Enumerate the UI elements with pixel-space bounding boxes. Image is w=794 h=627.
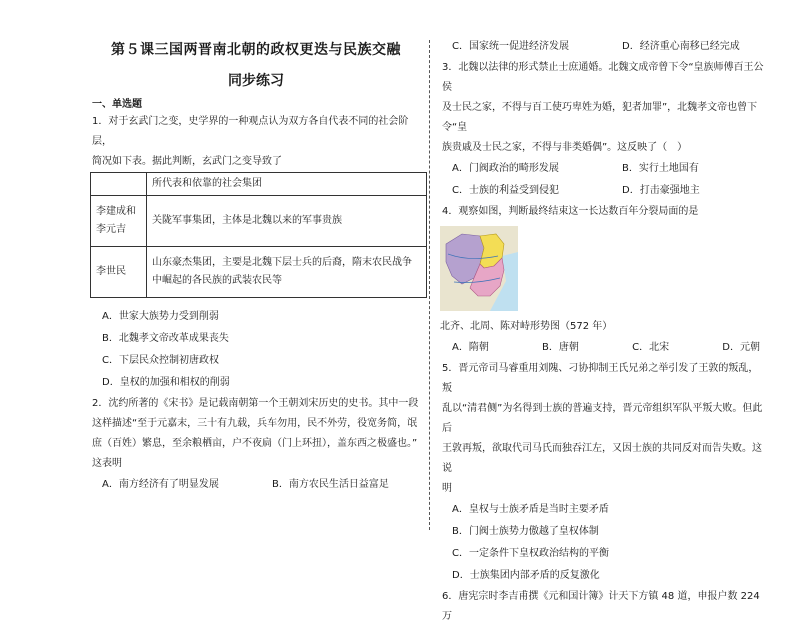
- q5-option-b[interactable]: B．门阀士族势力傲越了皇权体制: [452, 526, 599, 537]
- q5-option-a[interactable]: A．皇权与士族矛盾是当时主要矛盾: [452, 504, 609, 515]
- table-cell: [91, 173, 147, 196]
- q3-option-d[interactable]: D．打击豪强地主: [622, 185, 700, 196]
- q1-option-b[interactable]: B．北魏孝文帝改革成果丧失: [102, 333, 229, 344]
- q1-table: [90, 172, 427, 298]
- q2-option-a[interactable]: A．南方经济有了明显发展: [102, 479, 219, 490]
- q3-stem-line: 及士民之家，不得与百工使巧卑姓为婚，犯者加罪”，北魏孝文帝也曾下令“皇: [442, 102, 758, 133]
- q2-option-c[interactable]: C．国家统一促进经济发展: [452, 41, 569, 52]
- q1-stem-line: 1．对于玄武门之变，史学界的一种观点认为双方各自代表不同的社会阶层，: [92, 116, 409, 147]
- q5-stem-line: 乱以“清君侧”为名得到士族的普遍支持，晋元帝组织军队平叛大败。但此后: [442, 403, 763, 434]
- q5-stem-line: 5．晋元帝司马睿重用刘隗、刁协抑制王氏兄弟之举引发了王敦的叛乱，叛: [442, 363, 759, 394]
- q2-option-b[interactable]: B．南方农民生活日益富足: [272, 479, 389, 490]
- q2-stem-line: 庶（百姓）繁息，至余粮栖亩，户不夜扃（门上环扭），盖东西之极盛也。”: [92, 438, 418, 449]
- left-column: [86, 38, 426, 496]
- q3-stem-line: 族贵戚及士民之家，不得与非类婚偶”。这反映了（ ）: [442, 142, 688, 153]
- q3-stem-line: 3．北魏以法律的形式禁止士庶通婚。北魏文成帝曾下令“皇族师傅百王公侯: [442, 62, 764, 93]
- q4-historical-map: [440, 226, 518, 311]
- q3-option-b[interactable]: B．实行土地国有: [622, 163, 699, 174]
- q4-option-b[interactable]: B．唐朝: [542, 342, 579, 353]
- question-2: [86, 394, 426, 496]
- q5-stem-line: 王敦再叛，欲取代司马氏而独吞江左，又因士族的共同反对而告失败。这说: [442, 443, 762, 474]
- question-4: [436, 202, 766, 359]
- q2-options-row: [102, 474, 426, 496]
- q2-stem-line: 2．沈约所著的《宋书》是记载南朝第一个王朝刘宋历史的史书。其中一段: [92, 398, 419, 409]
- table-header-cell: 所代表和依靠的社会集团: [147, 173, 427, 196]
- q2-options-row-2: [452, 36, 766, 58]
- question-3: [436, 58, 766, 202]
- table-row: [91, 196, 427, 247]
- q3-options-row: [452, 180, 766, 202]
- right-column: [436, 38, 766, 627]
- q4-option-d[interactable]: D．元朝: [722, 342, 760, 353]
- q2-stem-line: 这表明: [92, 458, 122, 469]
- table-cell: 山东豪杰集团，主要是北魏下层士兵的后裔，隋末农民战争中崛起的各民族的武装农民等: [147, 247, 427, 298]
- table-cell: 李建成和李元吉: [91, 196, 147, 247]
- question-1: [86, 112, 426, 394]
- page-subtitle: 同步练习: [228, 73, 284, 89]
- page-title: 第５课三国两晋南北朝的政权更迭与民族交融: [111, 42, 401, 58]
- q5-stem-line: 明: [442, 483, 452, 494]
- q4-options-row: [442, 337, 766, 359]
- q1-option-d[interactable]: D．皇权的加强和相权的削弱: [102, 377, 230, 388]
- table-cell: 关陇军事集团，主体是北魏以来的军事贵族: [147, 196, 427, 247]
- q3-options-row: [452, 158, 766, 180]
- table-row: [91, 247, 427, 298]
- q1-option-c[interactable]: C．下层民众控制初唐政权: [102, 355, 219, 366]
- q6-stem: 6．唐宪宗时李吉甫撰《元和国计簿》计天下方镇 48 道，申报户数 224 万: [442, 591, 760, 622]
- q3-option-a[interactable]: A．门阀政治的畸形发展: [452, 163, 559, 174]
- q5-option-d[interactable]: D．士族集团内部矛盾的反复激化: [452, 570, 600, 581]
- q3-option-c[interactable]: C．士族的利益受到侵犯: [452, 185, 559, 196]
- q4-option-a[interactable]: A．隋朝: [452, 342, 489, 353]
- table-row: [91, 173, 427, 196]
- q2-option-d[interactable]: D．经济重心南移已经完成: [622, 41, 740, 52]
- q2-stem-line: 这样描述“至于元嘉末，三十有九载，兵车勿用，民不外劳，役宽务简，氓: [92, 418, 418, 429]
- question-5: [436, 359, 766, 587]
- question-6: [436, 587, 766, 627]
- column-divider: [429, 40, 430, 530]
- table-cell: 李世民: [91, 247, 147, 298]
- q1-option-a[interactable]: A．世家大族势力受到削弱: [102, 311, 219, 322]
- section-heading: 一、单选题: [92, 99, 142, 110]
- q5-option-c[interactable]: C．一定条件下皇权政治结构的平衡: [452, 548, 609, 559]
- q4-map-caption: 北齐、北周、陈对峙形势图（572 年）: [440, 321, 613, 332]
- q4-stem: 4．观察如图，判断最终结束这一长达数百年分裂局面的是: [442, 206, 699, 217]
- q4-option-c[interactable]: C．北宋: [632, 342, 670, 353]
- q1-stem-line: 简况如下表。据此判断，玄武门之变导致了: [92, 156, 282, 167]
